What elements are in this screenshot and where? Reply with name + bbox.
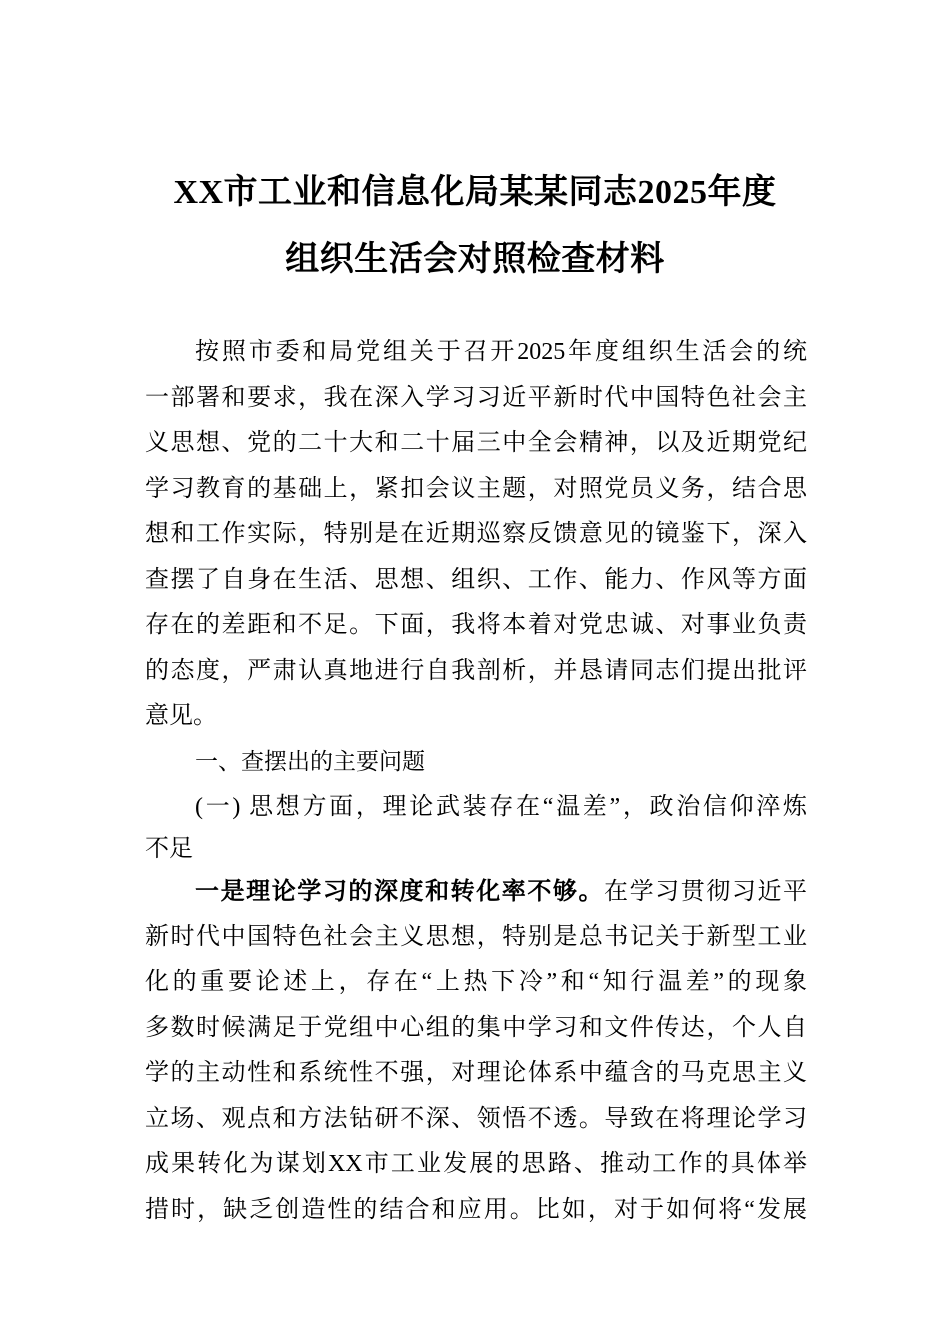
intro-paragraph-line: 义思想、党的二十大和二十届三中全会精神，以及近期党纪 (145, 430, 807, 456)
intro-paragraph-line: 查摆了自身在生活、思想、组织、工作、能力、作风等方面 (145, 566, 807, 593)
intro-paragraph-line: 一部署和要求，我在深入学习习近平新时代中国特色社会主 (145, 384, 807, 411)
point-text: 在学习贯彻习近平 (604, 879, 808, 905)
intro-paragraph-line: 的态度，严肃认真地进行自我剖析，并恳请同志们提出批评 (145, 657, 807, 684)
intro-paragraph-line: 意见。 (145, 703, 217, 729)
point-paragraph-line: 措时，缺乏创造性的结合和应用。比如，对于如何将“发展 (145, 1196, 807, 1223)
intro-paragraph-line: 存在的差距和不足。下面，我将本着对党忠诚、对事业负责 (145, 612, 807, 638)
point-paragraph-line: 立场、观点和方法钻研不深、领悟不透。导致在将理论学习 (145, 1105, 807, 1132)
point-paragraph-line: 学的主动性和系统性不强，对理论体系中蕴含的马克思主义 (145, 1060, 807, 1086)
point-paragraph-line (145, 872, 807, 918)
section-heading: 一、查摆出的主要问题 (195, 748, 425, 775)
intro-paragraph-line: 想和工作实际，特别是在近期巡察反馈意见的镜鉴下，深入 (145, 521, 807, 547)
point-bold-lead: 一是理论学习的深度和转化率不够。 (195, 877, 605, 905)
intro-paragraph-line: 学习教育的基础上，紧扣会议主题，对照党员义务，结合思 (145, 475, 807, 502)
document-body (145, 333, 807, 1236)
document-title-line-2: 组织生活会对照检查材料 (285, 241, 665, 278)
point-paragraph-line: 多数时候满足于党组中心组的集中学习和文件传达，个人自 (145, 1014, 807, 1041)
document-title-line-1: XX市工业和信息化局某某同志2025年度 (173, 174, 777, 211)
subsection-heading-line: 不足 (145, 836, 193, 862)
point-paragraph-line: 化的重要论述上，存在“上热下冷”和“知行温差”的现象 (145, 969, 807, 995)
point-paragraph-line: 成果转化为谋划XX市工业发展的思路、推动工作的具体举 (145, 1151, 807, 1177)
point-paragraph-line: 新时代中国特色社会主义思想，特别是总书记关于新型工业 (145, 923, 807, 950)
intro-paragraph-line: 按照市委和局党组关于召开2025年度组织生活会的统 (195, 339, 807, 365)
subsection-heading-line: (一) 思想方面，理论武装存在“温差”，政治信仰淬炼 (195, 794, 807, 820)
